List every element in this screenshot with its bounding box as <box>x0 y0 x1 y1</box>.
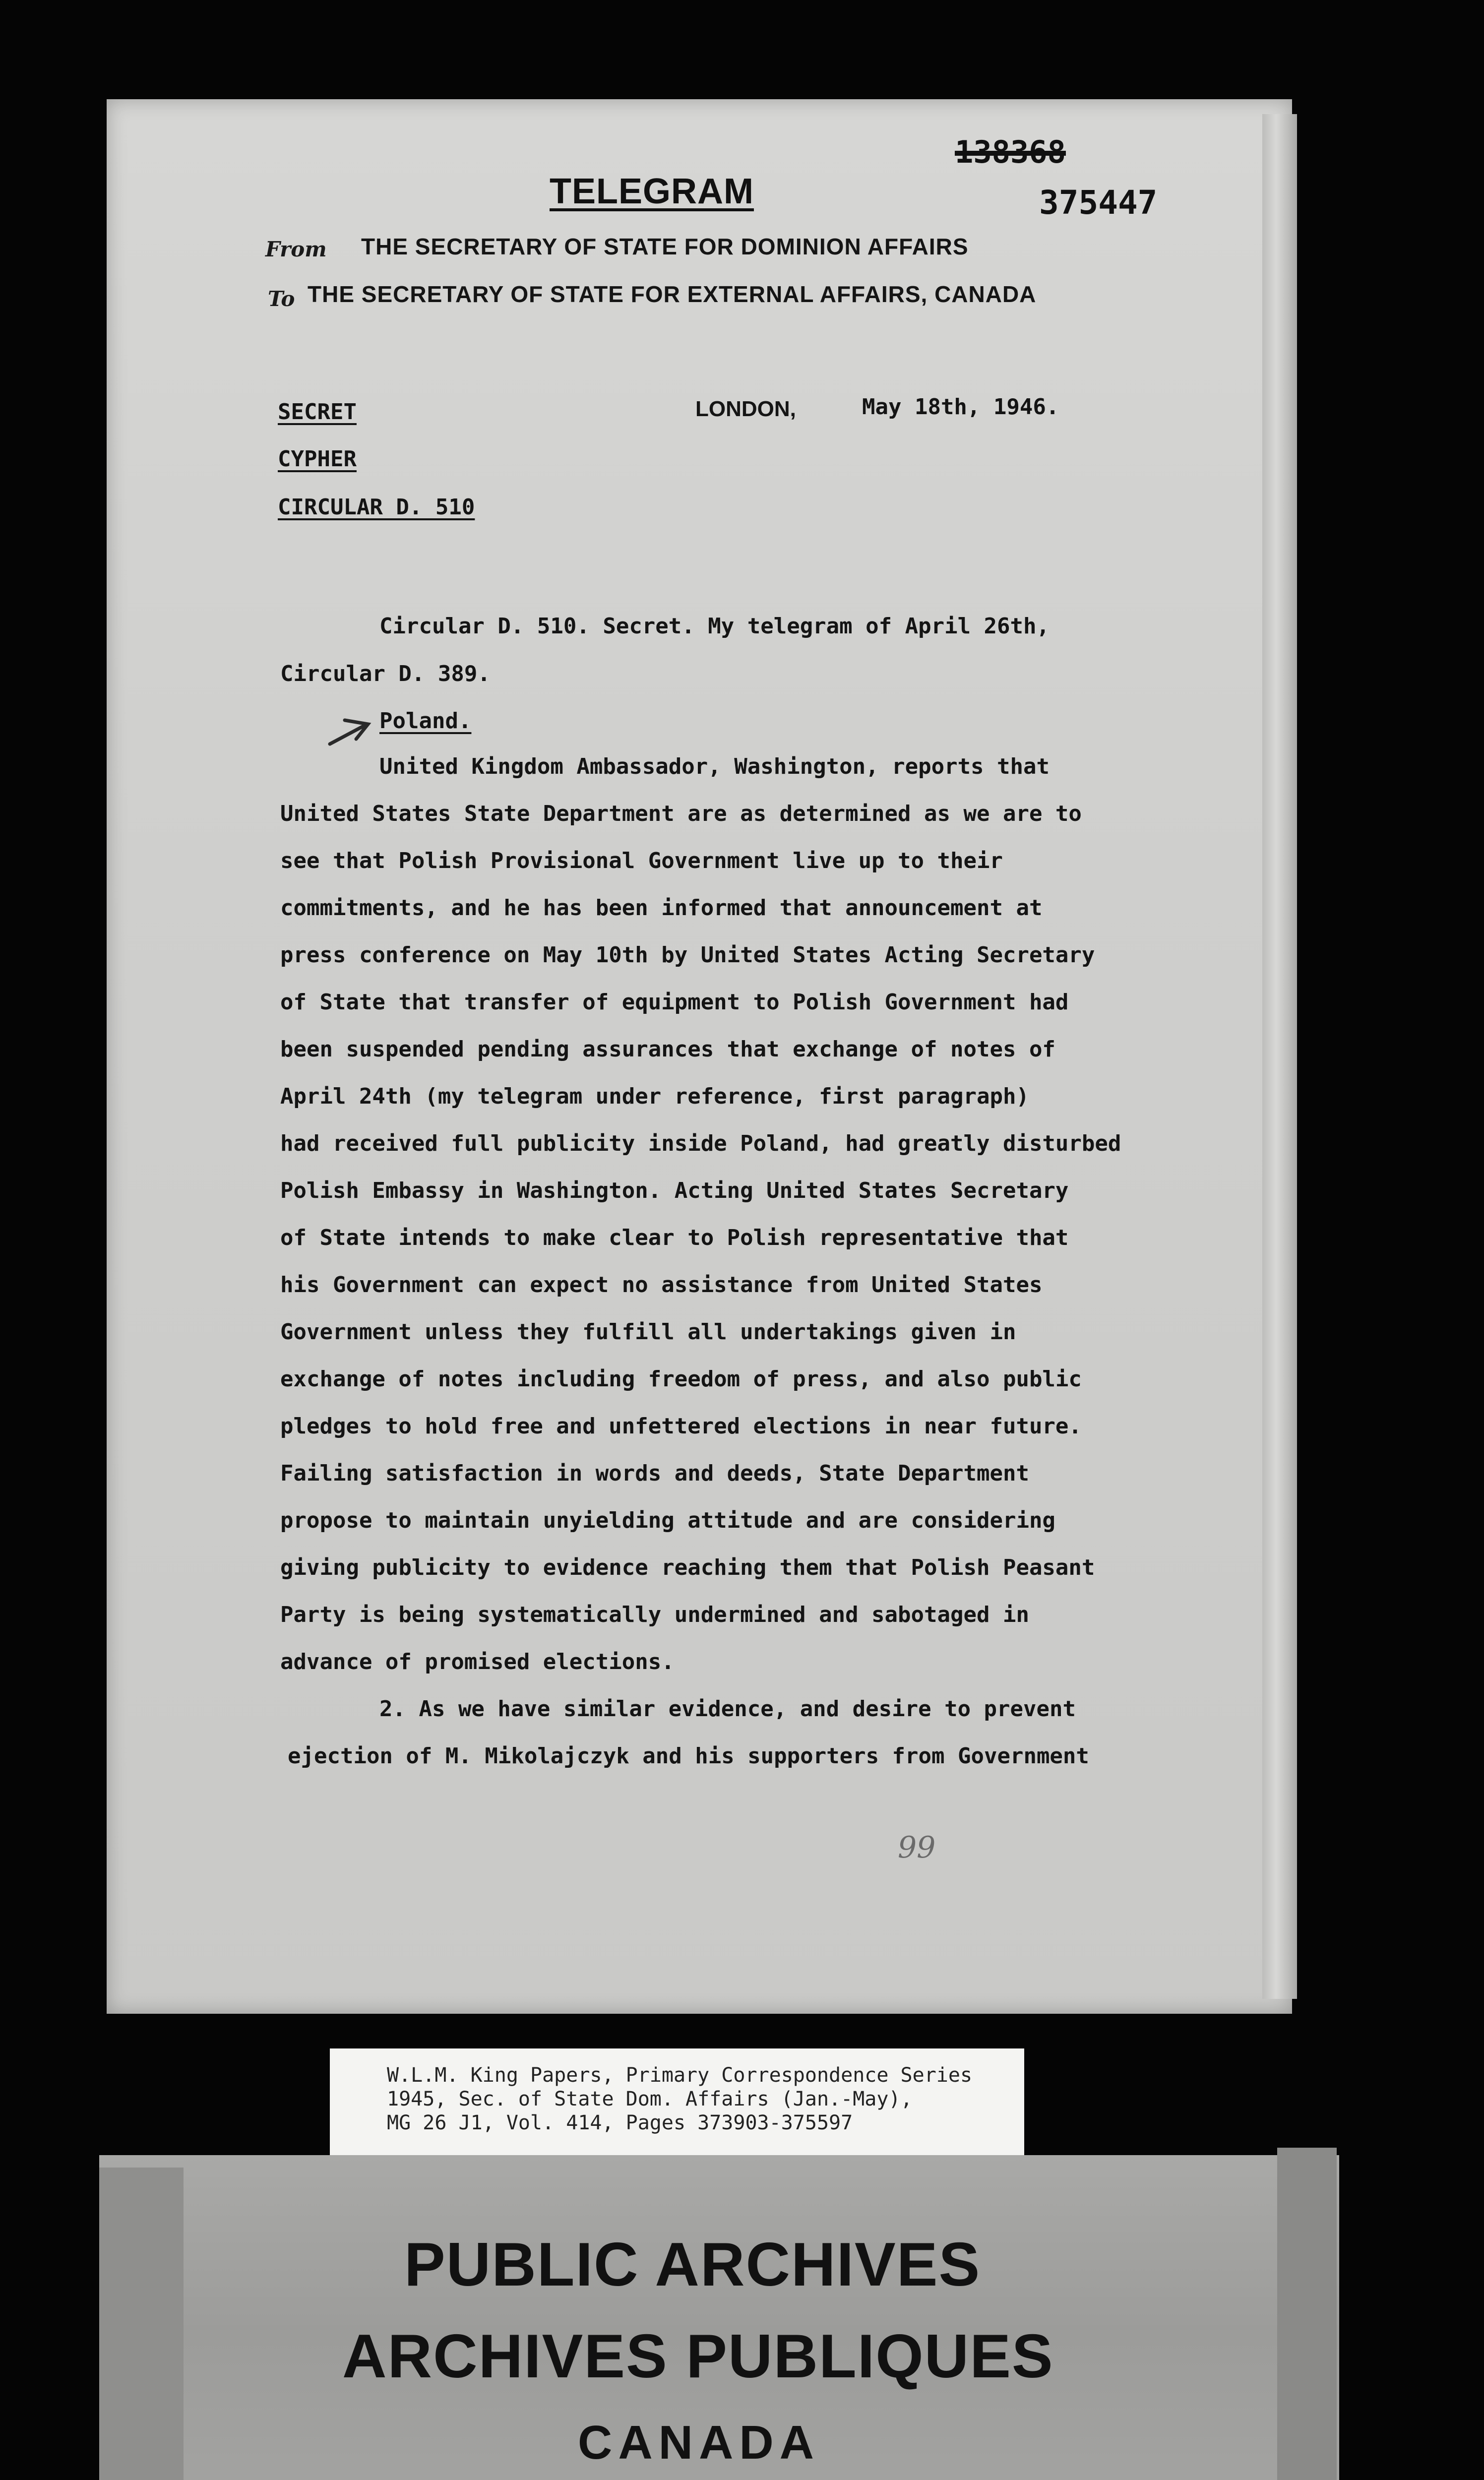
transmission-method: CYPHER <box>278 446 357 472</box>
pencil-arrow-icon <box>327 714 372 749</box>
circular-reference: CIRCULAR D. 510 <box>278 495 475 520</box>
body-line: of State that transfer of equipment to Polish Government had <box>280 990 1069 1015</box>
reference-slip-line: MG 26 J1, Vol. 414, Pages 373903-375597 <box>387 2111 853 2134</box>
reference-slip <box>330 2048 1024 2160</box>
section-heading: Poland. <box>379 708 472 734</box>
dateline-place: LONDON, <box>695 397 796 421</box>
body-line: exchange of notes including freedom of press, and also public <box>280 1366 1082 1392</box>
archive-name-french: ARCHIVES PUBLIQUES <box>342 2322 1054 2391</box>
old-reference-number: 138368 <box>955 134 1066 170</box>
page-number-mark: 99 <box>898 1830 936 1865</box>
body-line: Circular D. 389. <box>280 661 491 686</box>
body-line: 2. As we have similar evidence, and desire to prevent <box>379 1696 1076 1722</box>
body-line: April 24th (my telegram under reference, first paragraph) <box>280 1084 1029 1109</box>
archive-stamp-card-edge <box>1277 2148 1337 2480</box>
archive-name-english: PUBLIC ARCHIVES <box>404 2231 981 2299</box>
body-line: propose to maintain unyielding attitude and are considering <box>280 1508 1055 1533</box>
body-line: Failing satisfaction in words and deeds, State Department <box>280 1461 1029 1486</box>
body-line: see that Polish Provisional Government live up to their <box>280 848 1003 873</box>
body-line: advance of promised elections. <box>280 1649 675 1674</box>
archive-country: CANADA <box>578 2416 820 2469</box>
archive-stamp-card-edge <box>99 2168 184 2480</box>
reference-slip-line: 1945, Sec. of State Dom. Affairs (Jan.-May), <box>387 2088 913 2110</box>
to-label: To <box>268 287 295 311</box>
document-title: TELEGRAM <box>550 172 754 211</box>
body-line: Circular D. 510. Secret. My telegram of April 26th, <box>379 614 1050 639</box>
to-value: THE SECRETARY OF STATE FOR EXTERNAL AFFAIRS, CANADA <box>308 281 1037 307</box>
body-line: United Kingdom Ambassador, Washington, reports that <box>379 754 1050 779</box>
classification: SECRET <box>278 399 357 425</box>
body-line: of State intends to make clear to Polish representative that <box>280 1225 1069 1250</box>
body-line: Polish Embassy in Washington. Acting United States Secretary <box>280 1178 1069 1203</box>
body-line: giving publicity to evidence reaching them that Polish Peasant <box>280 1555 1095 1580</box>
body-line: Party is being systematically undermined and sabotaged in <box>280 1602 1029 1627</box>
from-value: THE SECRETARY OF STATE FOR DOMINION AFFAIRS <box>361 234 969 259</box>
from-label: From <box>265 237 327 261</box>
body-line: Government unless they fulfill all undertakings given in <box>280 1319 1016 1345</box>
body-line: United States State Department are as determined as we are to <box>280 801 1082 826</box>
body-line: commitments, and he has been informed that announcement at <box>280 895 1043 921</box>
reference-slip-line: W.L.M. King Papers, Primary Correspondence Series <box>387 2064 973 2087</box>
body-line: been suspended pending assurances that exchange of notes of <box>280 1037 1055 1062</box>
body-line: press conference on May 10th by United States Acting Secretary <box>280 942 1095 968</box>
page-edge <box>1262 114 1297 1999</box>
body-line: pledges to hold free and unfettered elections in near future. <box>280 1414 1082 1439</box>
dateline-date: May 18th, 1946. <box>862 394 1059 420</box>
body-line: his Government can expect no assistance from United States <box>280 1272 1043 1298</box>
body-line: ejection of M. Mikolajczyk and his supporters from Government <box>288 1743 1089 1769</box>
body-line: had received full publicity inside Poland, had greatly disturbed <box>280 1131 1121 1156</box>
reference-number: 375447 <box>1039 184 1158 222</box>
